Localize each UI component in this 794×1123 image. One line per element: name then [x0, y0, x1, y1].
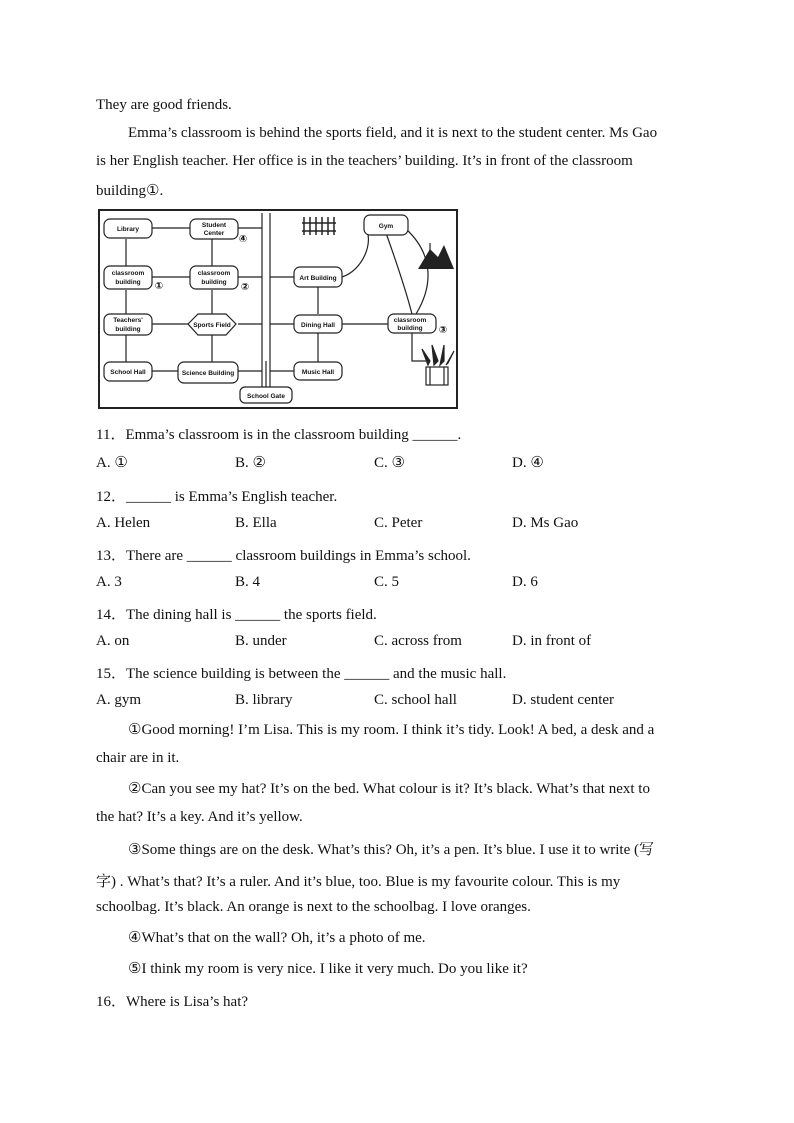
option-c: C. Peter [374, 515, 423, 531]
label-sports-field: Sports Field [193, 322, 231, 329]
mountain-icon [418, 243, 454, 269]
option-d: D. Ms Gao [512, 515, 579, 531]
label-school-gate: School Gate [247, 393, 285, 400]
option-b: B. ② [235, 455, 266, 471]
fence-icon [302, 217, 336, 235]
marker-2: ② [240, 282, 250, 293]
option-a: A. 3 [96, 574, 122, 590]
label-building: building [397, 325, 423, 332]
option-c: C. across from [374, 633, 462, 649]
option-a: A. gym [96, 692, 141, 708]
option-a: A. ① [96, 455, 128, 471]
passage-line: Emma’s classroom is behind the sports field, and it is next to the student center. Ms Gao [128, 125, 658, 141]
label-gym: Gym [378, 223, 394, 230]
option-b: B. 4 [235, 574, 261, 590]
school-map [98, 209, 458, 409]
label-classroom: classroom [393, 317, 427, 324]
label-teachers: Teachers' [113, 317, 143, 324]
label-student: Student [201, 222, 227, 229]
question-16: 16．Where is Lisa’s hat? [96, 994, 249, 1010]
reading-line: ②Can you see my hat? It’s on the bed. What colour is it? It’s black. What’s that next to [128, 781, 650, 797]
label-library: Library [116, 226, 140, 233]
reading-line: chair are in it. [96, 750, 180, 766]
reading-line: ⑤I think my room is very nice. I like it very much. Do you like it? [128, 961, 528, 977]
reading-line: 字) . What’s that? It’s a ruler. And it’s blue, too. Blue is my favourite colour. This is my [96, 874, 621, 890]
question-14: 14．The dining hall is ______ the sports field. [96, 607, 377, 623]
label-school-hall: School Hall [110, 369, 146, 376]
option-a: A. on [96, 633, 130, 649]
reading-line: ①Good morning! I’m Lisa. This is my room. I think it’s tidy. Look! A bed, a desk and a [128, 722, 655, 738]
question-11: 11．Emma’s classroom is in the classroom building ______. [96, 427, 462, 443]
label-science-building: Science Building [181, 370, 235, 377]
passage-line: They are good friends. [96, 97, 232, 113]
option-a: A. Helen [96, 515, 151, 531]
marker-4: ④ [238, 234, 248, 245]
option-b: B. under [235, 633, 287, 649]
option-d: D. ④ [512, 455, 544, 471]
question-12: 12．______ is Emma’s English teacher. [96, 489, 338, 505]
question-15: 15．The science building is between the ______ and the music hall. [96, 666, 507, 682]
plant-icon [422, 345, 454, 385]
label-classroom: classroom [197, 270, 231, 277]
label-dining-hall: Dining Hall [301, 322, 335, 329]
label-building: building [115, 326, 141, 333]
label-center: Center [203, 230, 225, 237]
passage-line: is her English teacher. Her office is in the teachers’ building. It’s in front of the classroom [96, 153, 633, 169]
option-c: C. 5 [374, 574, 400, 590]
option-c: C. school hall [374, 692, 457, 708]
label-music-hall: Music Hall [301, 369, 335, 376]
option-d: D. 6 [512, 574, 538, 590]
label-building: building [115, 279, 141, 286]
school-map-drawing [100, 211, 456, 407]
reading-line: ③Some things are on the desk. What’s this? Oh, it’s a pen. It’s blue. I use it to write (写 [128, 842, 655, 858]
marker-3: ③ [438, 325, 448, 336]
option-b: B. library [235, 692, 293, 708]
label-classroom: classroom [111, 270, 145, 277]
marker-1: ① [154, 281, 164, 292]
option-d: D. in front of [512, 633, 592, 649]
passage-line: building①. [96, 183, 164, 199]
option-d: D. student center [512, 692, 615, 708]
reading-line: schoolbag. It’s black. An orange is next to the schoolbag. I love oranges. [96, 899, 531, 915]
label-building: building [201, 279, 227, 286]
option-b: B. Ella [235, 515, 277, 531]
label-art-building: Art Building [299, 275, 337, 282]
reading-line: the hat? It’s a key. And it’s yellow. [96, 809, 303, 825]
reading-line: ④What’s that on the wall? Oh, it’s a photo of me. [128, 930, 426, 946]
option-c: C. ③ [374, 455, 405, 471]
question-13: 13．There are ______ classroom buildings in Emma’s school. [96, 548, 471, 564]
